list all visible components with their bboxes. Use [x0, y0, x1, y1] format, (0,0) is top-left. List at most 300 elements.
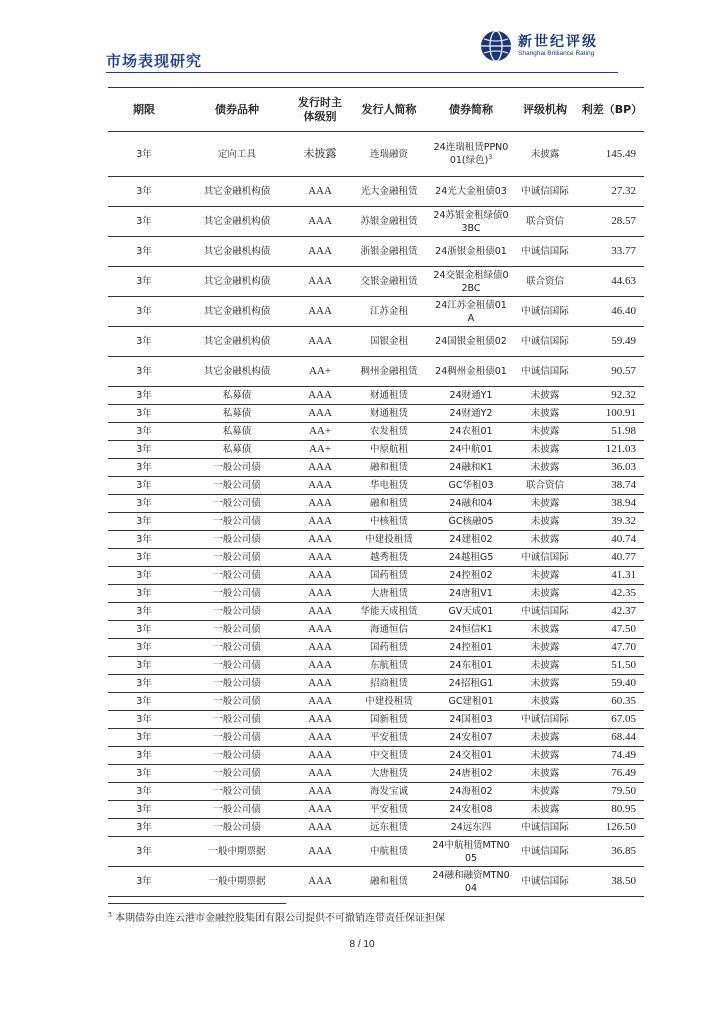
cell-term: 3年: [108, 405, 180, 423]
cell-bond-type: 一般公司债: [180, 567, 294, 585]
cell-bond-type: 其它金融机构债: [180, 357, 294, 387]
table-row: [108, 132, 644, 177]
cell-issuer-grade: AAA: [294, 477, 346, 495]
cell-term: 3年: [108, 132, 180, 177]
cell-term: 3年: [108, 711, 180, 729]
cell-rating-agency: 未披露: [510, 585, 580, 603]
cell-issuer: 融和租赁: [346, 495, 432, 513]
cell-bond-type: 其它金融机构债: [180, 237, 294, 267]
cell-issuer: 平安租赁: [346, 729, 432, 747]
cell-term: 3年: [108, 765, 180, 783]
cell-bond-name: 24国租03: [432, 711, 510, 729]
table-row: [108, 621, 644, 639]
cell-bond-name: 24苏银金租绿债03BC: [432, 207, 510, 237]
cell-bond-type: 一般公司债: [180, 675, 294, 693]
cell-bond-type: 一般公司债: [180, 459, 294, 477]
table-row: [108, 729, 644, 747]
cell-bond-name: 24中航租赁MTN005: [432, 837, 510, 867]
cell-rating-agency: 未披露: [510, 459, 580, 477]
column-header: 发行时主体级别: [294, 88, 346, 132]
page-number: 8 / 10: [349, 939, 375, 950]
cell-rating-agency: 未披露: [510, 495, 580, 513]
cell-rating-agency: 中诚信国际: [510, 711, 580, 729]
cell-bond-name: 24安租07: [432, 729, 510, 747]
cell-rating-agency: 未披露: [510, 675, 580, 693]
cell-issuer: 连瑞融资: [346, 132, 432, 177]
cell-spread: 121.03: [580, 441, 644, 459]
cell-term: 3年: [108, 729, 180, 747]
cell-rating-agency: 未披露: [510, 513, 580, 531]
cell-bond-type: 一般公司债: [180, 513, 294, 531]
cell-rating-agency: 中诚信国际: [510, 327, 580, 357]
cell-issuer: 国药租赁: [346, 567, 432, 585]
cell-issuer-grade: AAA: [294, 297, 346, 327]
table-header-row: [108, 88, 644, 132]
cell-issuer: 远东租赁: [346, 819, 432, 837]
cell-term: 3年: [108, 477, 180, 495]
table-row: [108, 675, 644, 693]
cell-bond-type: 一般公司债: [180, 621, 294, 639]
cell-bond-name: 24财通Y2: [432, 405, 510, 423]
cell-bond-name: 24东租01: [432, 657, 510, 675]
cell-bond-type: 一般中期票据: [180, 867, 294, 897]
cell-term: 3年: [108, 783, 180, 801]
cell-issuer: 国新租赁: [346, 711, 432, 729]
cell-issuer: 稠州金融租赁: [346, 357, 432, 387]
cell-spread: 38.94: [580, 495, 644, 513]
cell-term: 3年: [108, 177, 180, 207]
cell-bond-type: 定向工具: [180, 132, 294, 177]
cell-bond-type: 其它金融机构债: [180, 177, 294, 207]
table-row: [108, 765, 644, 783]
cell-issuer-grade: AAA: [294, 693, 346, 711]
cell-term: 3年: [108, 237, 180, 267]
bond-spread-table: [108, 87, 644, 897]
cell-spread: 42.37: [580, 603, 644, 621]
cell-term: 3年: [108, 531, 180, 549]
cell-issuer-grade: AAA: [294, 801, 346, 819]
header-divider: [106, 72, 618, 73]
cell-spread: 80.95: [580, 801, 644, 819]
cell-term: 3年: [108, 297, 180, 327]
cell-bond-name: 24海租02: [432, 783, 510, 801]
cell-rating-agency: 未披露: [510, 801, 580, 819]
cell-issuer-grade: AAA: [294, 567, 346, 585]
cell-rating-agency: 未披露: [510, 567, 580, 585]
cell-rating-agency: 未披露: [510, 423, 580, 441]
cell-spread: 51.50: [580, 657, 644, 675]
cell-bond-type: 私募债: [180, 387, 294, 405]
cell-spread: 47.50: [580, 621, 644, 639]
table-row: [108, 207, 644, 237]
cell-spread: 59.40: [580, 675, 644, 693]
cell-rating-agency: 中诚信国际: [510, 867, 580, 897]
table-row: [108, 459, 644, 477]
cell-issuer: 中航租赁: [346, 837, 432, 867]
cell-bond-type: 一般公司债: [180, 747, 294, 765]
cell-bond-name: 24稠州金租债01: [432, 357, 510, 387]
cell-bond-type: 一般公司债: [180, 495, 294, 513]
cell-spread: 60.35: [580, 693, 644, 711]
cell-rating-agency: 中诚信国际: [510, 819, 580, 837]
cell-term: 3年: [108, 819, 180, 837]
column-header: 发行人简称: [346, 88, 432, 132]
cell-bond-name: 24招租G1: [432, 675, 510, 693]
cell-spread: 27.32: [580, 177, 644, 207]
cell-spread: 41.31: [580, 567, 644, 585]
cell-bond-type: 私募债: [180, 405, 294, 423]
cell-issuer-grade: AAA: [294, 405, 346, 423]
cell-spread: 51.98: [580, 423, 644, 441]
column-header: 债券简称: [432, 88, 510, 132]
table-row: [108, 867, 644, 897]
section-title: 市场表现研究: [106, 52, 203, 70]
cell-bond-name: 24控租02: [432, 567, 510, 585]
cell-issuer-grade: AAA: [294, 327, 346, 357]
cell-bond-type: 一般中期票据: [180, 837, 294, 867]
table-row: [108, 801, 644, 819]
cell-issuer: 融和租赁: [346, 867, 432, 897]
cell-rating-agency: 未披露: [510, 639, 580, 657]
cell-term: 3年: [108, 459, 180, 477]
cell-term: 3年: [108, 693, 180, 711]
table-row: [108, 387, 644, 405]
cell-bond-type: 其它金融机构债: [180, 267, 294, 297]
cell-term: 3年: [108, 585, 180, 603]
cell-rating-agency: 未披露: [510, 783, 580, 801]
cell-bond-type: 一般公司债: [180, 657, 294, 675]
cell-issuer-grade: AAA: [294, 657, 346, 675]
table-row: [108, 603, 644, 621]
cell-issuer: 浙银金融租赁: [346, 237, 432, 267]
cell-issuer: 大唐租赁: [346, 585, 432, 603]
cell-term: 3年: [108, 567, 180, 585]
cell-issuer: 大唐租赁: [346, 765, 432, 783]
cell-issuer: 国药租赁: [346, 639, 432, 657]
cell-issuer-grade: AAA: [294, 675, 346, 693]
cell-term: 3年: [108, 207, 180, 237]
cell-bond-name: 24恒信K1: [432, 621, 510, 639]
cell-bond-name: 24江苏金租债01A: [432, 297, 510, 327]
cell-term: 3年: [108, 621, 180, 639]
cell-issuer: 江苏金租: [346, 297, 432, 327]
cell-rating-agency: 未披露: [510, 729, 580, 747]
cell-bond-name: 24远东四: [432, 819, 510, 837]
cell-issuer: 越秀租赁: [346, 549, 432, 567]
footnote: [108, 909, 445, 924]
cell-rating-agency: 未披露: [510, 405, 580, 423]
cell-issuer: 财通租赁: [346, 405, 432, 423]
cell-issuer: 交银金融租赁: [346, 267, 432, 297]
table-row: [108, 513, 644, 531]
table-row: [108, 441, 644, 459]
cell-issuer: 农发租赁: [346, 423, 432, 441]
cell-bond-type: 一般公司债: [180, 585, 294, 603]
cell-bond-type: 一般公司债: [180, 801, 294, 819]
cell-bond-name: GC建租01: [432, 693, 510, 711]
cell-rating-agency: 中诚信国际: [510, 603, 580, 621]
cell-bond-type: 一般公司债: [180, 693, 294, 711]
cell-term: 3年: [108, 513, 180, 531]
table-row: [108, 177, 644, 207]
cell-term: 3年: [108, 267, 180, 297]
cell-rating-agency: 中诚信国际: [510, 837, 580, 867]
cell-issuer: 光大金融租赁: [346, 177, 432, 207]
table-row: [108, 549, 644, 567]
cell-term: 3年: [108, 327, 180, 357]
cell-issuer: 招商租赁: [346, 675, 432, 693]
cell-spread: 39.32: [580, 513, 644, 531]
cell-issuer-grade: AAA: [294, 819, 346, 837]
cell-issuer-grade: AA+: [294, 441, 346, 459]
cell-issuer-grade: 未披露: [294, 132, 346, 177]
cell-spread: 33.77: [580, 237, 644, 267]
cell-term: 3年: [108, 387, 180, 405]
table-row: [108, 783, 644, 801]
cell-spread: 126.50: [580, 819, 644, 837]
cell-rating-agency: 中诚信国际: [510, 177, 580, 207]
cell-issuer-grade: AAA: [294, 783, 346, 801]
cell-issuer: 东航租赁: [346, 657, 432, 675]
table-row: [108, 657, 644, 675]
table-row: [108, 711, 644, 729]
footnote-divider: [108, 903, 286, 904]
cell-issuer-grade: AAA: [294, 495, 346, 513]
cell-spread: 74.49: [580, 747, 644, 765]
cell-issuer-grade: AAA: [294, 639, 346, 657]
cell-issuer-grade: AAA: [294, 585, 346, 603]
cell-issuer: 财通租赁: [346, 387, 432, 405]
cell-issuer: 中核租赁: [346, 513, 432, 531]
cell-issuer-grade: AA+: [294, 423, 346, 441]
globe-logo-icon: [480, 30, 512, 62]
cell-bond-type: 一般公司债: [180, 477, 294, 495]
table-body: [108, 132, 644, 897]
cell-issuer-grade: AAA: [294, 765, 346, 783]
cell-spread: 79.50: [580, 783, 644, 801]
cell-issuer: 中原航租: [346, 441, 432, 459]
column-header: 期限: [108, 88, 180, 132]
table-row: [108, 405, 644, 423]
cell-bond-name: 24安租08: [432, 801, 510, 819]
cell-rating-agency: 未披露: [510, 657, 580, 675]
cell-term: 3年: [108, 549, 180, 567]
cell-term: 3年: [108, 441, 180, 459]
logo-text-en: Shanghai Brilliance Rating: [518, 50, 595, 57]
cell-rating-agency: 未披露: [510, 441, 580, 459]
cell-bond-type: 其它金融机构债: [180, 207, 294, 237]
cell-issuer: 融和租赁: [346, 459, 432, 477]
cell-rating-agency: 中诚信国际: [510, 549, 580, 567]
footnote-ref: 3: [488, 153, 493, 161]
cell-bond-name: 24融和04: [432, 495, 510, 513]
cell-spread: 67.05: [580, 711, 644, 729]
table-row: [108, 237, 644, 267]
table-row: [108, 495, 644, 513]
column-header: 利差（BP）: [580, 88, 644, 132]
cell-issuer-grade: AAA: [294, 603, 346, 621]
cell-bond-type: 一般公司债: [180, 819, 294, 837]
cell-issuer: 苏银金融租赁: [346, 207, 432, 237]
table-row: [108, 531, 644, 549]
cell-issuer-grade: AAA: [294, 459, 346, 477]
cell-term: 3年: [108, 639, 180, 657]
cell-spread: 38.50: [580, 867, 644, 897]
cell-issuer-grade: AAA: [294, 621, 346, 639]
cell-bond-type: 一般公司债: [180, 729, 294, 747]
cell-issuer-grade: AAA: [294, 387, 346, 405]
cell-bond-name: GV天成01: [432, 603, 510, 621]
cell-rating-agency: 联合资信: [510, 267, 580, 297]
cell-issuer-grade: AAA: [294, 207, 346, 237]
cell-issuer: 海发宝诚: [346, 783, 432, 801]
cell-issuer-grade: AAA: [294, 267, 346, 297]
cell-rating-agency: 中诚信国际: [510, 297, 580, 327]
cell-rating-agency: 联合资信: [510, 477, 580, 495]
cell-rating-agency: 未披露: [510, 531, 580, 549]
cell-issuer-grade: AAA: [294, 837, 346, 867]
bond-name-text: 24连瑞租赁PPN001(绿色): [433, 142, 509, 166]
logo-text-cn: 新世纪评级: [518, 34, 598, 50]
table-row: [108, 585, 644, 603]
cell-term: 3年: [108, 747, 180, 765]
footnote-marker: 3: [108, 911, 112, 919]
cell-spread: 145.49: [580, 132, 644, 177]
table-row: [108, 837, 644, 867]
cell-bond-name: 24财通Y1: [432, 387, 510, 405]
table-row: [108, 357, 644, 387]
cell-issuer-grade: AAA: [294, 867, 346, 897]
cell-bond-type: 一般公司债: [180, 531, 294, 549]
table-row: [108, 639, 644, 657]
cell-bond-name: 24交租01: [432, 747, 510, 765]
cell-bond-name: 24中航01: [432, 441, 510, 459]
cell-bond-name: 24光大金租债03: [432, 177, 510, 207]
footnote-text: 本期债券由连云港市金融控股集团有限公司提供不可撤销连带责任保证担保: [115, 913, 446, 924]
cell-bond-name: 24控租01: [432, 639, 510, 657]
table-row: [108, 267, 644, 297]
table-row: [108, 297, 644, 327]
cell-term: 3年: [108, 801, 180, 819]
cell-rating-agency: 未披露: [510, 747, 580, 765]
cell-bond-name: 24唐租V1: [432, 585, 510, 603]
cell-spread: 44.63: [580, 267, 644, 297]
cell-rating-agency: 未披露: [510, 132, 580, 177]
cell-spread: 47.70: [580, 639, 644, 657]
table-row: [108, 327, 644, 357]
cell-bond-type: 一般公司债: [180, 783, 294, 801]
cell-issuer: 中建投租赁: [346, 693, 432, 711]
cell-issuer-grade: AAA: [294, 513, 346, 531]
cell-rating-agency: 中诚信国际: [510, 357, 580, 387]
cell-bond-name: 24唐租02: [432, 765, 510, 783]
cell-bond-type: 其它金融机构债: [180, 327, 294, 357]
column-header: 评级机构: [510, 88, 580, 132]
cell-bond-name: 24越租G5: [432, 549, 510, 567]
cell-spread: 38.74: [580, 477, 644, 495]
cell-spread: 36.85: [580, 837, 644, 867]
cell-spread: 100.91: [580, 405, 644, 423]
cell-issuer: 平安租赁: [346, 801, 432, 819]
cell-rating-agency: 联合资信: [510, 207, 580, 237]
cell-bond-name: 24建租02: [432, 531, 510, 549]
cell-rating-agency: 未披露: [510, 765, 580, 783]
cell-spread: 36.03: [580, 459, 644, 477]
cell-bond-type: 私募债: [180, 441, 294, 459]
cell-bond-type: 私募债: [180, 423, 294, 441]
cell-bond-name: 24浙银金租债01: [432, 237, 510, 267]
cell-issuer-grade: AAA: [294, 711, 346, 729]
cell-term: 3年: [108, 495, 180, 513]
cell-term: 3年: [108, 603, 180, 621]
table-row: [108, 693, 644, 711]
table-row: [108, 477, 644, 495]
cell-term: 3年: [108, 867, 180, 897]
cell-issuer-grade: AAA: [294, 729, 346, 747]
cell-issuer: 中建投租赁: [346, 531, 432, 549]
cell-issuer-grade: AAA: [294, 237, 346, 267]
cell-rating-agency: 未披露: [510, 621, 580, 639]
cell-bond-name: GC核融05: [432, 513, 510, 531]
cell-bond-name: 24农租01: [432, 423, 510, 441]
cell-issuer-grade: AAA: [294, 549, 346, 567]
cell-bond-type: 其它金融机构债: [180, 297, 294, 327]
table-row: [108, 747, 644, 765]
cell-bond-name: 24融和融资MTN004: [432, 867, 510, 897]
cell-term: 3年: [108, 423, 180, 441]
cell-bond-name: 24交银金租绿债02BC: [432, 267, 510, 297]
cell-issuer: 华电租赁: [346, 477, 432, 495]
cell-bond-name: [432, 132, 510, 177]
cell-rating-agency: 未披露: [510, 387, 580, 405]
cell-bond-name: GC华租03: [432, 477, 510, 495]
cell-issuer: 海通恒信: [346, 621, 432, 639]
cell-spread: 28.57: [580, 207, 644, 237]
cell-issuer: 中交租赁: [346, 747, 432, 765]
cell-spread: 92.32: [580, 387, 644, 405]
cell-bond-type: 一般公司债: [180, 603, 294, 621]
cell-spread: 40.77: [580, 549, 644, 567]
cell-bond-name: 24国银金租债02: [432, 327, 510, 357]
cell-spread: 46.40: [580, 297, 644, 327]
cell-bond-type: 一般公司债: [180, 711, 294, 729]
cell-spread: 40.74: [580, 531, 644, 549]
cell-issuer-grade: AAA: [294, 531, 346, 549]
table-row: [108, 819, 644, 837]
cell-term: 3年: [108, 837, 180, 867]
cell-issuer-grade: AAA: [294, 747, 346, 765]
table-row: [108, 423, 644, 441]
cell-term: 3年: [108, 357, 180, 387]
cell-rating-agency: 未披露: [510, 693, 580, 711]
cell-term: 3年: [108, 675, 180, 693]
cell-spread: 90.57: [580, 357, 644, 387]
cell-bond-type: 一般公司债: [180, 639, 294, 657]
table-row: [108, 567, 644, 585]
cell-issuer: 华能天成租赁: [346, 603, 432, 621]
cell-rating-agency: 中诚信国际: [510, 237, 580, 267]
cell-issuer-grade: AA+: [294, 357, 346, 387]
cell-bond-type: 一般公司债: [180, 765, 294, 783]
cell-spread: 68.44: [580, 729, 644, 747]
cell-term: 3年: [108, 657, 180, 675]
cell-issuer-grade: AAA: [294, 177, 346, 207]
cell-bond-type: 一般公司债: [180, 549, 294, 567]
cell-spread: 59.49: [580, 327, 644, 357]
column-header: 债券品种: [180, 88, 294, 132]
cell-spread: 76.49: [580, 765, 644, 783]
brand-logo: [480, 30, 630, 64]
